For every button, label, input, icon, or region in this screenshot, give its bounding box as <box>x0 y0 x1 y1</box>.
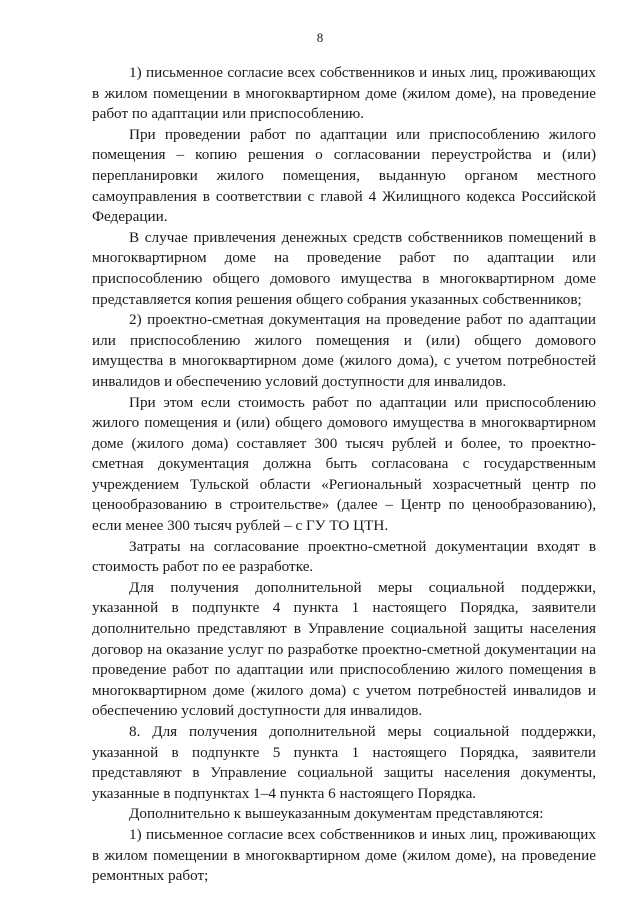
paragraph-design-estimate: 2) проектно-сметная документация на проведение работ по адаптации или приспособлению жилого помещения и (или) общего домового имущества в многоквартирном доме (жилого дома), с учетом потребностей инвалидов и обеспечению условий доступности для инвалидов. <box>92 311 596 390</box>
page-number: 8 <box>316 30 324 45</box>
document-body <box>92 63 596 887</box>
paragraph-additional-measure-4: Для получения дополнительной меры социальной поддержки, указанной в подпункте 4 пункта 1 настоящего Порядка, заявители дополнительно представляют в Управление социальной защиты населения договор на оказание услуг по разработке проектно-сметной документации на проведение работ по адаптации или приспособлению жилого помещения в многоквартирном доме (жилого дома) с учетом потребностей инвалидов и обеспечению условий доступности для инвалидов. <box>92 578 596 720</box>
paragraph-item-8: 8. Для получения дополнительной меры социальной поддержки, указанной в подпункте 5 пункта 1 настоящего Порядка, заявители представляют в Управление социальной защиты населения документы, указанные в подпунктах 1–4 пункта 6 настоящего Порядка. <box>92 723 596 802</box>
paragraph-additional-documents: Дополнительно к вышеуказанным документам представляются: <box>129 805 544 823</box>
paragraph-cost-approval: При этом если стоимость работ по адаптации или приспособлению жилого помещения и (или) общего домового имущества в многоквартирном доме (жилого дома) составляет 300 тысяч рублей и более, то проектно-сметная документация должна быть согласована с государственным учреждением Тульской области «Региональный хозрасчетный центр по ценообразованию в строительстве» (далее – Центр по ценообразованию), если менее 300 тысяч рублей – с ГУ ТО ЦТН. <box>92 393 596 535</box>
paragraph-owners-funds: В случае привлечения денежных средств собственников помещений в многоквартирном доме на проведение работ по адаптации или приспособлению общего домового имущества в многоквартирном доме представляется копия решения общего собрания указанных собственников; <box>92 228 596 308</box>
paragraph-repair-consent: 1) письменное согласие всех собственников и иных лиц, проживающих в жилом помещении в многоквартирном доме (жилом доме), на проведение ремонтных работ; <box>92 825 596 885</box>
paragraph-written-consent: 1) письменное согласие всех собственников и иных лиц, проживающих в жилом помещении в многоквартирном доме (жилом доме), на проведение работ по адаптации или приспособлению. <box>92 64 596 123</box>
paragraph-reconstruction-decision: При проведении работ по адаптации или приспособлению жилого помещения – копию решения о согласовании переустройства и (или) перепланировки жилого помещения, выданную органом местного самоуправления в соответствии с главой 4 Жилищного кодекса Российской Федерации. <box>92 125 596 226</box>
paragraph-approval-costs: Затраты на согласование проектно-сметной документации входят в стоимость работ по ее разработке. <box>92 537 596 576</box>
